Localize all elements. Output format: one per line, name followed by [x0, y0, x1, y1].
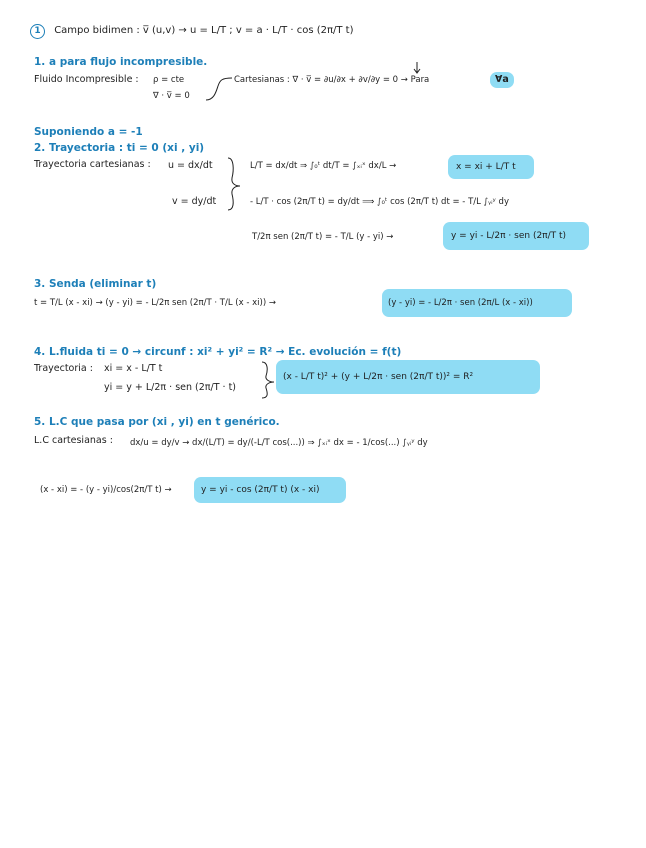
section-3-heading: 3. Senda (eliminar t) — [34, 278, 157, 290]
title-text: Campo bidimen : v̅ (u,v) → u = L/T ; v = a · L/T · cos (2π/T t) — [54, 25, 354, 36]
section-3-eq: t = T/L (x - xi) → (y - yi) = - L/2π sen (2π/T · T/L (x - xi)) → — [34, 298, 276, 308]
section-a-cartesian: Cartesianas : ∇ · v̅ = ∂u/∂x + ∂v/∂y = 0 → Para — [234, 75, 430, 85]
title-number-badge: 1 — [30, 24, 45, 39]
section-2-eq3: T/2π sen (2π/T t) = - T/L (y - yi) → — [252, 232, 394, 242]
section-a-answer: ∀a — [495, 74, 509, 85]
section-2-eq-v: v = dy/dt — [172, 196, 217, 207]
section-3-answer: (y - yi) = - L/2π · sen (2π/L (x - xi)) — [388, 298, 533, 308]
section-5-eq2: (x - xi) = - (y - yi)/cos(2π/T t) → — [40, 485, 172, 495]
section-5-eq1: dx/u = dy/v → dx/(L/T) = dy/(-L/T cos(...)) ⇒ ∫ₓᵢˣ dx = - 1/cos(...) ∫ᵧᵢʸ dy — [130, 438, 428, 448]
section-2-eq2: - L/T · cos (2π/T t) = dy/dt ⟹ ∫₀ᵗ cos (2π/T t) dt = - T/L ∫ᵧᵢʸ dy — [250, 197, 509, 207]
section-a-cond-rho: ρ = cte — [153, 75, 185, 85]
section-2-eq1: L/T = dx/dt ⇒ ∫₀ᵗ dt/T = ∫ₓᵢˣ dx/L → — [250, 161, 397, 171]
section-4-answer: (x - L/T t)² + (y + L/2π · sen (2π/T t))² = R² — [283, 372, 474, 382]
brace-section-4 — [262, 362, 274, 398]
section-5-heading: 5. L.C que pasa por (xi , yi) en t genérico. — [34, 416, 280, 428]
section-4-heading: 4. L.fluida ti = 0 → circunf : xi² + yi² = R² → Ec. evolución = f(t) — [34, 346, 402, 358]
section-2-answer-y: y = yi - L/2π · sen (2π/T t) — [451, 231, 567, 241]
section-2-heading: 2. Trayectoria : ti = 0 (xi , yi) — [34, 142, 205, 154]
section-a-cond-div: ∇ · v̅ = 0 — [153, 91, 190, 101]
connector-hook — [206, 78, 232, 100]
section-4-eq-x: xi = x - L/T t — [104, 363, 163, 374]
section-2-label: Trayectoria cartesianas : — [34, 159, 151, 170]
section-2-answer-x: x = xi + L/T t — [456, 162, 516, 172]
section-a-fluid-label: Fluido Incompresible : — [34, 74, 139, 85]
section-a-heading: 1. a para flujo incompresible. — [34, 56, 208, 68]
section-4-eq-y: yi = y + L/2π · sen (2π/T · t) — [104, 382, 236, 393]
section-2-eq-u: u = dx/dt — [168, 160, 213, 171]
section-5-answer: y = yi - cos (2π/T t) (x - xi) — [201, 485, 320, 495]
section-5-label: L.C cartesianas : — [34, 435, 113, 446]
section-4-label: Trayectoria : — [34, 363, 93, 374]
down-arrow-icon — [414, 62, 420, 73]
assumption-line: Suponiendo a = -1 — [34, 126, 143, 138]
brace-section-2 — [228, 158, 240, 210]
